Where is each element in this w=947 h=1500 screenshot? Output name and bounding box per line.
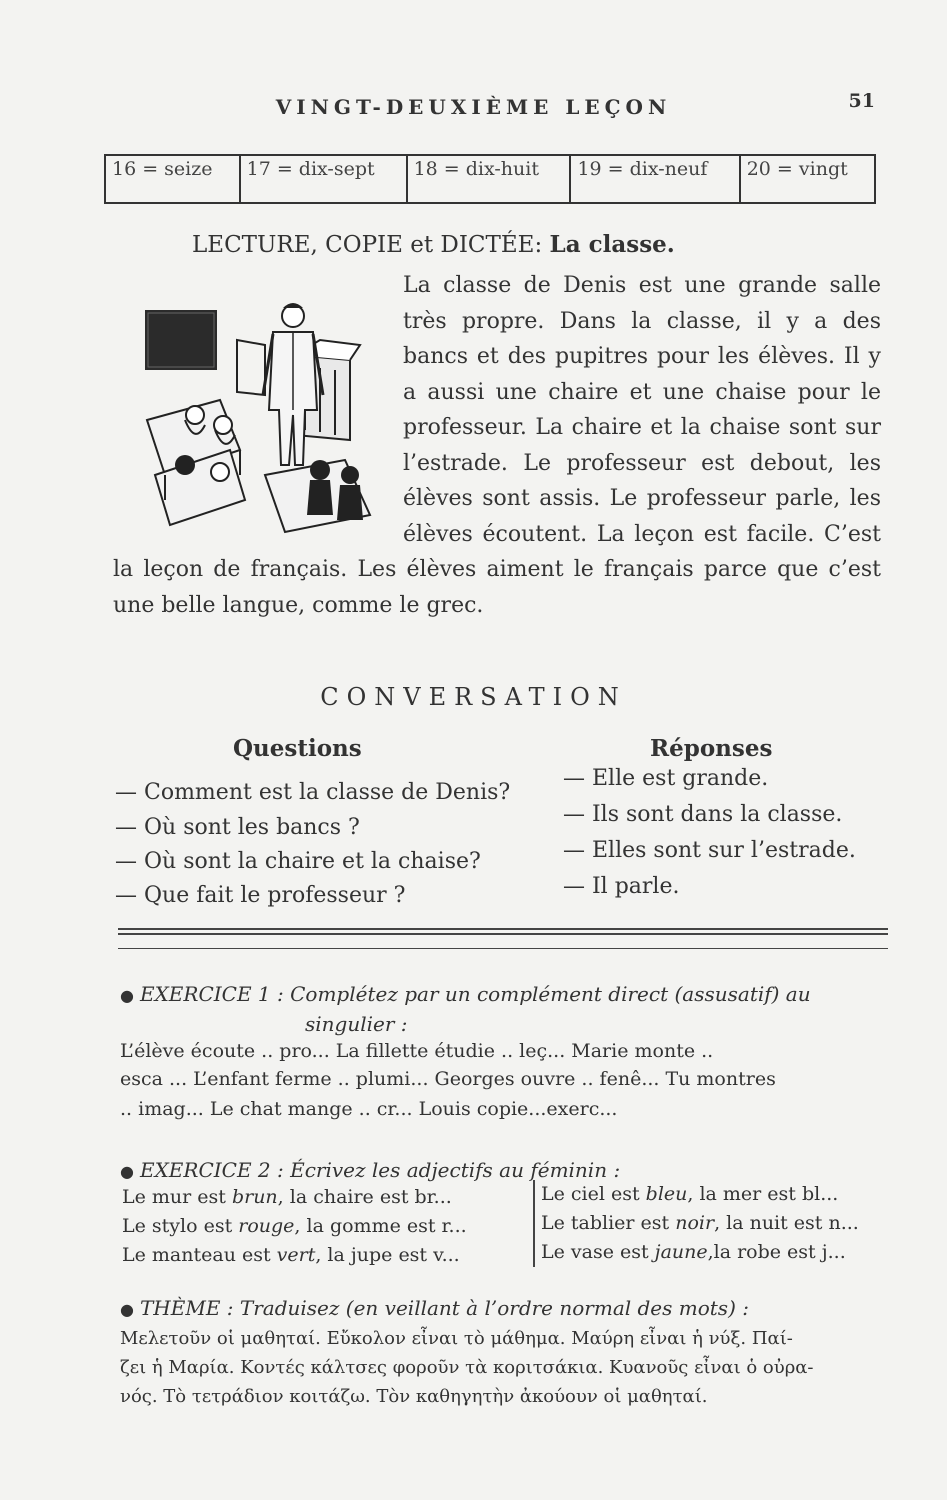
question-item: — Que fait le professeur ? (115, 883, 406, 908)
exercise2-item: Le tablier est noir, la nuit est n... (541, 1212, 859, 1234)
exercise1-title-cont: singulier : (305, 1012, 408, 1036)
number-cell: 17 = dix-sept (240, 155, 407, 203)
exercise2-item: Le vase est jaune,la robe est j... (541, 1241, 846, 1263)
lecture-title-bold: La classe. (549, 231, 675, 258)
theme-line: Μελετοῦν οἱ μαθηταί. Εὔκολον εἶναι τὸ μάθημα. Μαύρη εἶναι ἡ νύξ. Παί- (120, 1328, 793, 1349)
numbers-table (104, 154, 876, 204)
exercise1-line: L’élève écoute .. pro... La fillette étudie .. leç... Marie monte .. (120, 1040, 714, 1062)
theme-line: ζει ἡ Μαρία. Κοντές κάλτσες φοροῦν τὰ κοριτσάκια. Κυανοῦς εἶναι ὁ οὐρα- (120, 1357, 814, 1378)
exercise2-right-column (533, 1180, 911, 1267)
number-cell: 19 = dix-neuf (570, 155, 739, 203)
exercise2-item: Le ciel est bleu, la mer est bl... (541, 1183, 839, 1205)
reading-text: La classe de Denis est une grande salle très propre. Dans la classe, il y a des bancs et des pupitres pour les élèves. Il y a aussi une chaire et une chaise pour le professeur. La chaire et la chaise sont sur l’estrade. Le professeur est debout, les élèves sont assis. Le professeur parle, les élèves écoutent. La leçon est facile. C’est la leçon de français. Les élèves aiment le français parce que c’est une belle langue, comme le grec. (113, 273, 881, 618)
exercise1-line: .. imag... Le chat mange .. cr... Louis copie...exerc... (120, 1098, 618, 1120)
theme-line: νός. Τὸ τετράδιον κοιτάζω. Τὸν καθηγητὴν ἀκούουν οἱ μαθηταί. (120, 1386, 708, 1407)
running-title: VINGT-DEUXIÈME LEÇON (275, 95, 672, 119)
exercise2-item: Le manteau est vert, la jupe est v... (122, 1244, 460, 1266)
question-item: — Comment est la classe de Denis? (115, 780, 511, 805)
lecture-title (192, 231, 675, 258)
divider (118, 933, 888, 935)
question-item: — Où sont les bancs ? (115, 815, 360, 840)
exercise1-title: ● EXERCICE 1 : Complétez par un complément direct (assusatif) au (120, 982, 811, 1006)
page-number: 51 (848, 90, 875, 112)
exercise2-item: Le mur est brun, la chaire est br... (122, 1186, 452, 1208)
lecture-title-prefix: LECTURE, COPIE et DICTÉE: (192, 232, 543, 258)
bullet-icon: ● (120, 1300, 134, 1319)
answers-heading: Réponses (650, 735, 773, 762)
number-cell: 16 = seize (105, 155, 240, 203)
answer-item: — Il parle. (563, 874, 680, 899)
number-cell: 18 = dix-huit (407, 155, 571, 203)
exercise2-item: Le stylo est rouge, la gomme est r... (122, 1215, 467, 1237)
questions-heading: Questions (233, 735, 362, 762)
theme-title: ● THÈME : Traduisez (en veillant à l’ordre normal des mots) : (120, 1296, 749, 1320)
conversation-title: CONVERSATION (320, 683, 627, 711)
answer-item: — Elles sont sur l’estrade. (563, 838, 856, 863)
classroom-illustration (145, 300, 375, 535)
answer-item: — Elle est grande. (563, 766, 769, 791)
exercise1-line: esca ... L’enfant ferme .. plumi... Georges ouvre .. fenê... Tu montres (120, 1068, 776, 1090)
divider (118, 928, 888, 930)
bullet-icon: ● (120, 986, 134, 1005)
question-item: — Où sont la chaire et la chaise? (115, 849, 481, 874)
divider (118, 948, 888, 949)
exercise2-left-column (122, 1183, 527, 1270)
bullet-icon: ● (120, 1162, 134, 1181)
exercise2-title: ● EXERCICE 2 : Écrivez les adjectifs au féminin : (120, 1158, 621, 1182)
answer-item: — Ils sont dans la classe. (563, 802, 843, 827)
number-cell: 20 = vingt (746, 158, 848, 180)
